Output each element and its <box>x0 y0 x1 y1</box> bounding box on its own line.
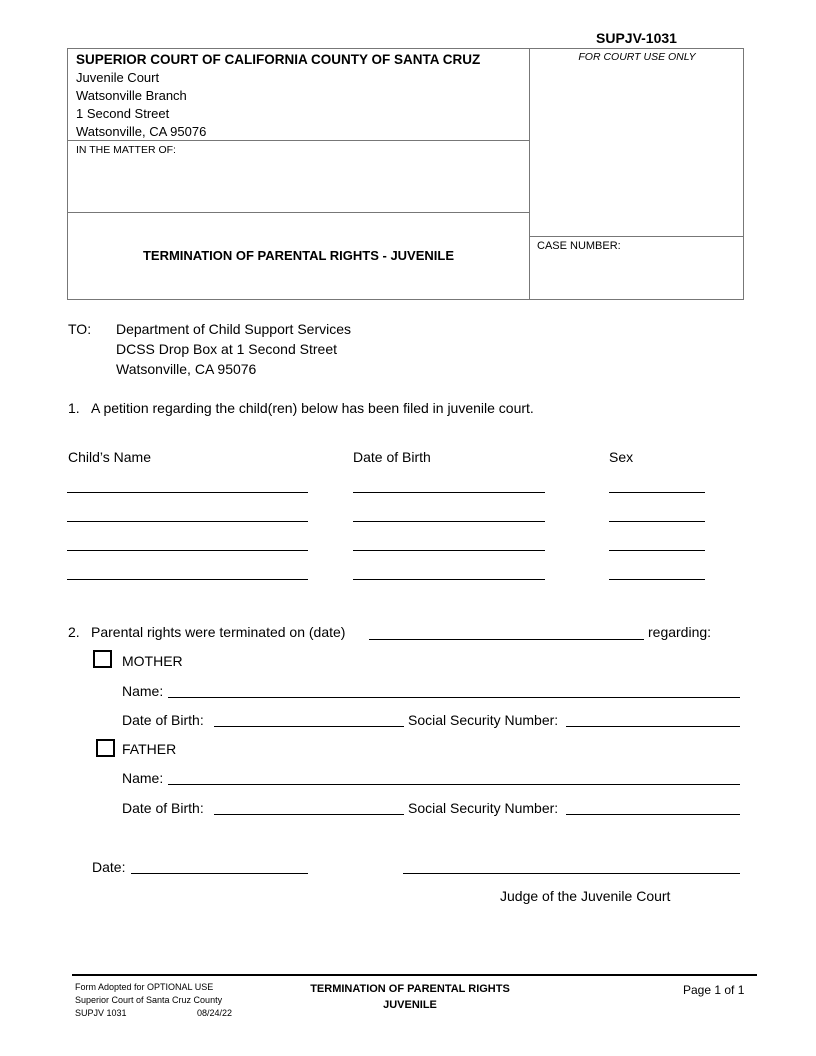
caption-rule <box>529 236 744 237</box>
caption-rule <box>68 212 529 213</box>
court-name: SUPERIOR COURT OF CALIFORNIA COUNTY OF SANTA CRUZ <box>76 52 481 67</box>
father-name-line[interactable] <box>168 784 740 785</box>
mother-dob-line[interactable] <box>214 726 404 727</box>
child-name-line[interactable] <box>67 521 308 522</box>
footer-form-number: SUPJV 1031 <box>75 1008 127 1018</box>
child-sex-header: Sex <box>609 449 634 465</box>
form-id: SUPJV-1031 <box>596 30 677 46</box>
footer-page: Page 1 of 1 <box>683 983 745 997</box>
court-address-line: Juvenile Court <box>76 70 160 85</box>
to-label: TO: <box>68 321 92 337</box>
mother-name-label: Name: <box>122 683 164 699</box>
date-label: Date: <box>92 859 126 875</box>
child-sex-line[interactable] <box>609 521 705 522</box>
child-dob-line[interactable] <box>353 579 545 580</box>
termination-date-line[interactable] <box>369 639 644 640</box>
footer-subtitle: JUVENILE <box>383 999 437 1011</box>
mother-checkbox[interactable] <box>93 650 112 668</box>
father-checkbox[interactable] <box>96 739 115 757</box>
father-dob-line[interactable] <box>214 814 404 815</box>
item2-number: 2. <box>68 624 80 640</box>
child-sex-line[interactable] <box>609 550 705 551</box>
child-dob-line[interactable] <box>353 521 545 522</box>
mother-name-line[interactable] <box>168 697 740 698</box>
father-dob-label: Date of Birth: <box>122 800 204 816</box>
father-ssn-label: Social Security Number: <box>408 800 559 816</box>
child-dob-header: Date of Birth <box>353 449 431 465</box>
child-name-line[interactable] <box>67 492 308 493</box>
item1-text: A petition regarding the child(ren) below has been filed in juvenile court. <box>91 400 534 416</box>
matter-label: IN THE MATTER OF: <box>76 144 176 156</box>
child-name-line[interactable] <box>67 579 308 580</box>
child-sex-line[interactable] <box>609 579 705 580</box>
child-name-header: Child’s Name <box>68 449 151 465</box>
mother-ssn-label: Social Security Number: <box>408 712 559 728</box>
child-dob-line[interactable] <box>353 550 545 551</box>
father-name-label: Name: <box>122 770 164 786</box>
footer-adopted: Form Adopted for OPTIONAL USE <box>75 982 214 992</box>
case-number-label: CASE NUMBER: <box>537 240 621 252</box>
court-use-label: FOR COURT USE ONLY <box>578 51 696 63</box>
caption-divider <box>529 49 530 299</box>
footer-court: Superior Court of Santa Cruz County <box>75 995 223 1005</box>
caption-box <box>67 48 744 300</box>
mother-label: MOTHER <box>122 653 183 669</box>
to-address-line: DCSS Drop Box at 1 Second Street <box>116 341 337 357</box>
item2-regarding: regarding: <box>648 624 712 640</box>
footer-revision-date: 08/24/22 <box>197 1008 233 1018</box>
caption-rule <box>68 140 529 141</box>
footer-title: TERMINATION OF PARENTAL RIGHTS <box>310 983 510 995</box>
court-address-line: Watsonville, CA 95076 <box>76 124 207 139</box>
court-address-line: Watsonville Branch <box>76 88 187 103</box>
form-title: TERMINATION OF PARENTAL RIGHTS - JUVENILE <box>142 248 455 263</box>
footer-rule <box>72 974 757 976</box>
child-name-line[interactable] <box>67 550 308 551</box>
child-dob-line[interactable] <box>353 492 545 493</box>
mother-ssn-line[interactable] <box>566 726 740 727</box>
signature-date-line[interactable] <box>131 873 308 874</box>
judge-signature-line[interactable] <box>403 873 740 874</box>
judge-label: Judge of the Juvenile Court <box>500 888 671 904</box>
court-address-line: 1 Second Street <box>76 106 170 121</box>
to-address-line: Department of Child Support Services <box>116 321 351 337</box>
child-sex-line[interactable] <box>609 492 705 493</box>
mother-dob-label: Date of Birth: <box>122 712 204 728</box>
item1-number: 1. <box>68 400 80 416</box>
item2-text: Parental rights were terminated on (date) <box>91 624 346 640</box>
father-ssn-line[interactable] <box>566 814 740 815</box>
father-label: FATHER <box>122 741 177 757</box>
to-address-line: Watsonville, CA 95076 <box>116 361 257 377</box>
